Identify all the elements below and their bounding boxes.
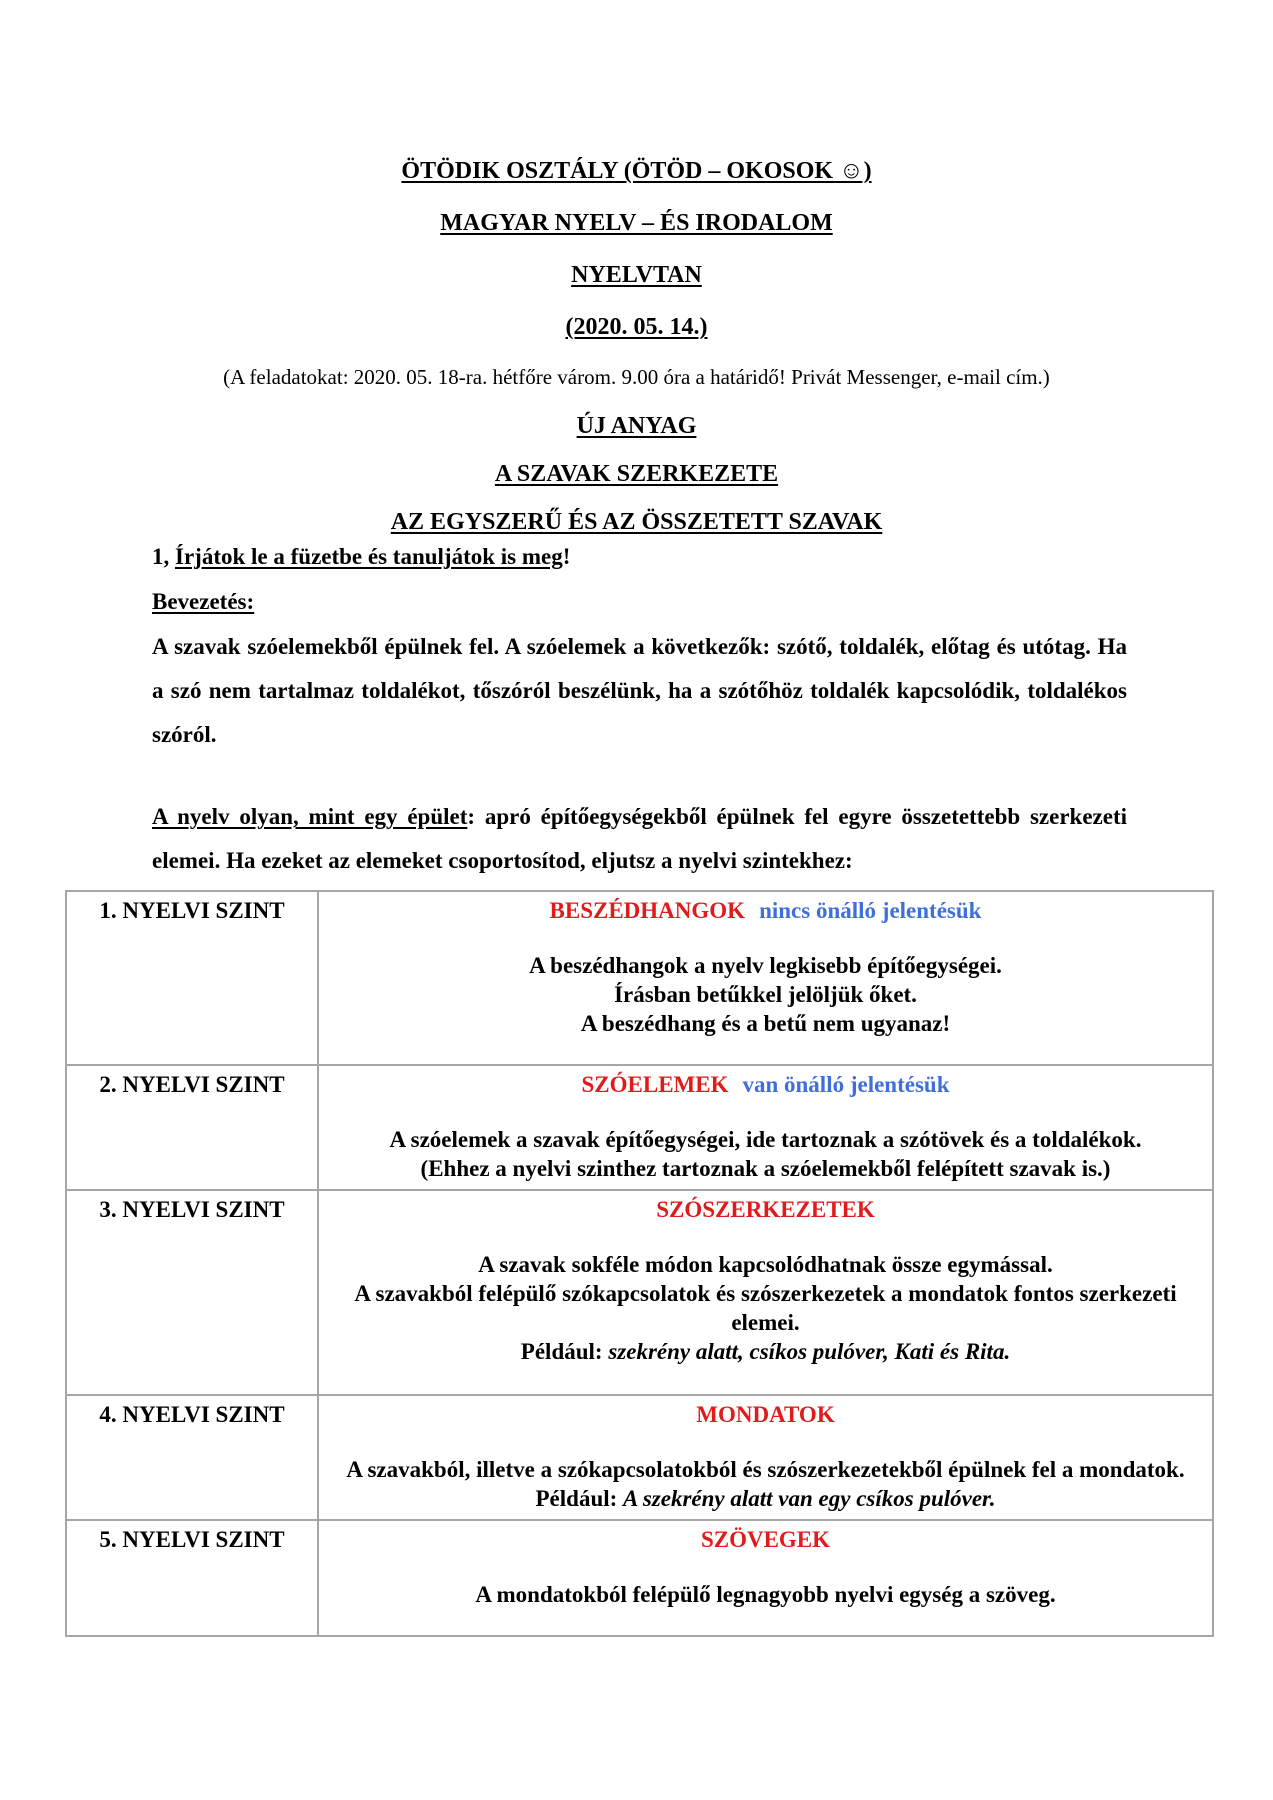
level-description-line: A beszédhang és a betű nem ugyanaz! (580, 1011, 951, 1036)
level-name: SZÓSZERKEZETEK (656, 1197, 875, 1222)
level-description-line: (Ehhez a nyelvi szinthez tartoznak a szóelemekből felépített szavak is.) (420, 1156, 1111, 1181)
level-description-line: A szóelemek a szavak építőegységei, ide tartoznak a szótövek és a toldalékok. (389, 1127, 1142, 1152)
title-date: (2020. 05. 14.) (565, 314, 708, 340)
level-heading (323, 896, 1208, 925)
level-description-line: A beszédhangok a nyelv legkisebb építőegységei. (529, 953, 1002, 978)
level-heading (323, 1400, 1208, 1429)
level-description-line: A szavakból felépülő szókapcsolatok és szószerkezetek a mondatok fontos szerkezeti elemei. (354, 1281, 1177, 1335)
section-word-structure: A SZAVAK SZERKEZETE (494, 461, 779, 487)
title-topic: NYELVTAN (571, 262, 702, 288)
level-heading (323, 1195, 1208, 1224)
level-label: 5. NYELVI SZINT (66, 1520, 318, 1636)
level-description-line: A szavak sokféle módon kapcsolódhatnak össze egymással. (478, 1252, 1053, 1277)
level-name: SZÖVEGEK (700, 1527, 831, 1552)
level-meaning: van önálló jelentésük (742, 1072, 950, 1097)
spacer (323, 1099, 1208, 1125)
intro-paragraph: A szavak szóelemekből épülnek fel. A szóelemek a következők: szótő, toldalék, előtag és utótag. Ha a szó nem tartalmaz toldalékot, tőszóról beszélünk, ha a szótőhöz toldalék kapcsolódik, toldalékos szóról. (152, 634, 1127, 747)
level-label: 2. NYELVI SZINT (66, 1065, 318, 1190)
deadline-note: (A feladatokat: 2020. 05. 18-ra. hétfőre várom. 9.00 óra a határidő! Privát Messenger, e-mail cím.) (223, 365, 1050, 389)
analogy-paragraph: A nyelv olyan, mint egy épület: apró építőegységekből épülnek fel egyre összetettebb szerkezeti elemei. Ha ezeket az elemeket csoportosítod, eljutsz a nyelvi szintekhez: (152, 804, 1128, 873)
spacer (323, 1429, 1208, 1455)
intro-label: Bevezetés: (152, 589, 255, 614)
example-text: A szekrény alatt van egy csíkos pulóver. (623, 1486, 996, 1511)
level-example (323, 1337, 1208, 1366)
level-content (318, 1190, 1213, 1395)
level-content (318, 1395, 1213, 1520)
level-row (66, 1520, 1213, 1636)
level-content (318, 1520, 1213, 1636)
level-content (318, 891, 1213, 1065)
level-description-line: A mondatokból felépülő legnagyobb nyelvi egység a szöveg. (475, 1582, 1056, 1607)
level-label: 4. NYELVI SZINT (66, 1395, 318, 1520)
example-label: Például: (520, 1339, 609, 1364)
level-heading (323, 1525, 1208, 1554)
level-label: 1. NYELVI SZINT (66, 891, 318, 1065)
level-description-line: Írásban betűkkel jelöljük őket. (614, 982, 917, 1007)
level-description-line: A szavakból, illetve a szókapcsolatokból és szószerkezetekből épülnek fel a mondatok. (346, 1457, 1185, 1482)
language-levels-table (65, 890, 1214, 1637)
level-content (318, 1065, 1213, 1190)
level-row (66, 1395, 1213, 1520)
level-meaning: nincs önálló jelentésük (759, 898, 982, 923)
level-row (66, 1065, 1213, 1190)
level-heading (323, 1070, 1208, 1099)
example-text: szekrény alatt, csíkos pulóver, Kati és Rita. (608, 1339, 1011, 1364)
spacer (323, 925, 1208, 951)
level-example (323, 1484, 1208, 1513)
section-new-material: ÚJ ANYAG (576, 413, 697, 439)
level-row (66, 891, 1213, 1065)
spacer (323, 1554, 1208, 1580)
section-simple-compound: AZ EGYSZERŰ ÉS AZ ÖSSZETETT SZAVAK (390, 509, 883, 535)
spacer (323, 1224, 1208, 1250)
level-row (66, 1190, 1213, 1395)
level-name: BESZÉDHANGOK (549, 898, 746, 923)
title-subject: MAGYAR NYELV – ÉS IRODALOM (440, 210, 833, 236)
task-line: 1, Írjátok le a füzetbe és tanuljátok is meg! (152, 544, 571, 569)
level-name: SZÓELEMEK (581, 1072, 729, 1097)
example-label: Például: (535, 1486, 624, 1511)
level-name: MONDATOK (696, 1402, 835, 1427)
level-label: 3. NYELVI SZINT (66, 1190, 318, 1395)
title-class: ÖTÖDIK OSZTÁLY (ÖTÖD – OKOSOK ☺) (401, 158, 872, 184)
